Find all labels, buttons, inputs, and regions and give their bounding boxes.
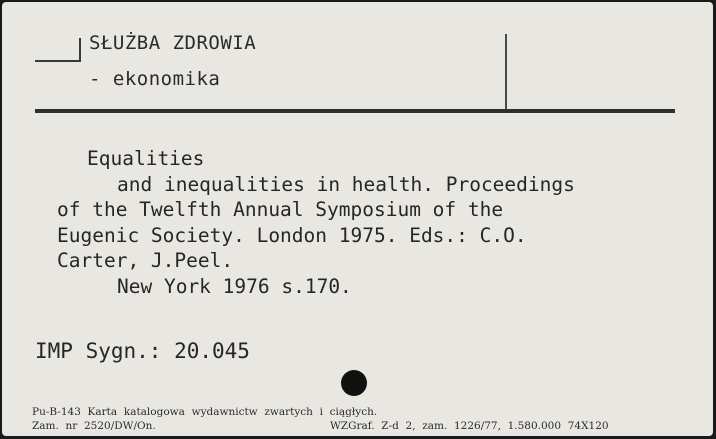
footer-line-right: WZGraf. Z-d 2, zam. 1226/77, 1.580.000 74X120 [330, 420, 609, 432]
entry-line: and inequalities in health. Proceedings [117, 172, 575, 196]
entry-line: Carter, J.Peel. [57, 249, 234, 272]
entry-title: Equalities [87, 147, 205, 170]
entry-line: Eugenic Society. London 1975. Eds.: C.O. [57, 223, 527, 247]
header-rule [35, 109, 675, 113]
punch-hole [341, 370, 367, 396]
subject-heading: SŁUŻBA ZDROWIA [89, 32, 257, 54]
catalog-card [2, 2, 713, 436]
bibliographic-entry [57, 146, 575, 299]
corner-mark [35, 60, 79, 62]
footer-line-left: Zam. nr 2520/DW/On. [32, 420, 156, 432]
shelfmark: IMP Sygn.: 20.045 [35, 339, 250, 363]
footer-line: Pu-B-143 Karta katalogowa wydawnictw zwartych i ciągłych. [32, 406, 378, 418]
left-vertical-mark [79, 38, 81, 62]
right-vertical-mark [505, 34, 507, 110]
entry-line: of the Twelfth Annual Symposium of the [57, 198, 504, 221]
entry-imprint: New York 1976 s.170. [117, 274, 352, 298]
subject-subheading: - ekonomika [89, 68, 221, 90]
